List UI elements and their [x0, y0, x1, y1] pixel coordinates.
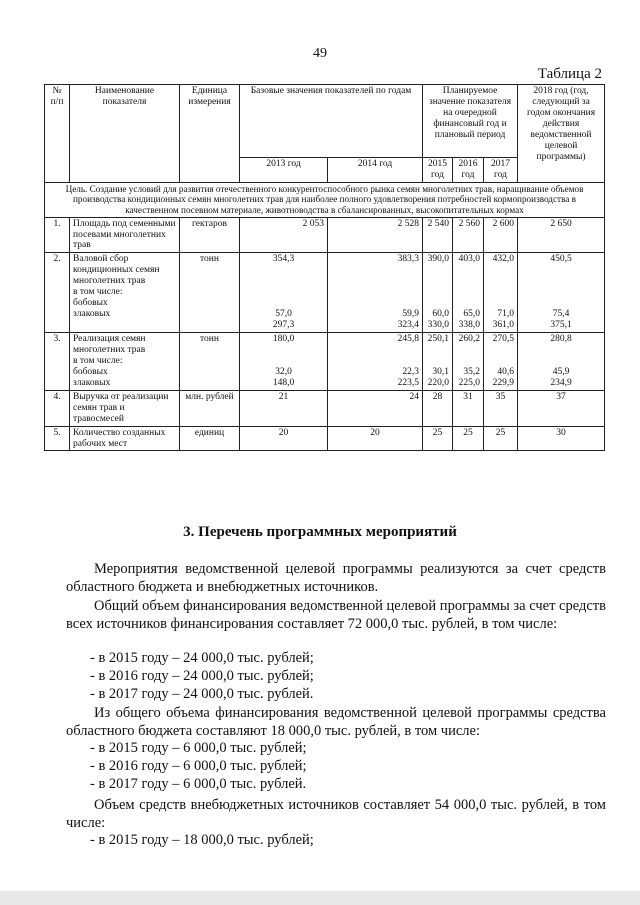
value-total: 432,0	[492, 254, 515, 265]
value-sub1: 60,0	[432, 309, 450, 320]
value-total: 250,1	[427, 334, 450, 345]
row-num: 2.	[45, 253, 70, 333]
cell-2014: 20	[328, 426, 423, 451]
cell-2015: 25	[423, 426, 453, 451]
value-sub2: 234,9	[550, 377, 572, 388]
value-sub1: 45,9	[552, 367, 570, 378]
cell-2013: 2 053	[240, 217, 328, 253]
value-sub1: 65,0	[463, 309, 481, 320]
cell-2013	[240, 253, 328, 333]
value-sub2: 323,4	[397, 320, 420, 331]
paragraph-3: Из общего объема финансирования ведомственной целевой программы средства областного бюджета составляют 18 000,0 тыс. рублей, в том числе:	[66, 705, 606, 739]
col-2016-header: 2016 год	[453, 158, 484, 183]
value-sub2: 338,0	[458, 320, 481, 331]
cell-2015	[423, 333, 453, 391]
table-row	[45, 426, 605, 451]
row-sub2-label: злаковых	[73, 377, 111, 388]
col-2014-header: 2014 год	[328, 158, 423, 183]
row-incl-label: в том числе:	[73, 355, 123, 366]
paragraph-2: Общий объем финансирования ведомственной целевой программы за счет средств всех источников финансирования составляет 72 000,0 тыс. рублей, в том числе:	[66, 598, 606, 632]
value-total: 383,3	[397, 254, 420, 265]
cell-2015: 28	[423, 390, 453, 426]
value-sub1: 35,2	[463, 367, 481, 378]
col-2013-header: 2013 год	[240, 158, 328, 183]
row-name-cell	[70, 253, 180, 333]
cell-2018: 30	[518, 426, 605, 451]
cell-2014: 24	[328, 390, 423, 426]
col-2017-header: 2017 год	[484, 158, 518, 183]
list-item: - в 2015 году – 6 000,0 тыс. рублей;	[90, 740, 307, 756]
row-unit: единиц	[180, 426, 240, 451]
table-row	[45, 217, 605, 253]
row-name: Валовой сбор кондиционных семян многолетних трав	[73, 254, 160, 287]
value-sub2: 148,0	[272, 377, 295, 388]
cell-2013: 20	[240, 426, 328, 451]
cell-2017: 35	[484, 390, 518, 426]
value-total: 280,8	[550, 334, 572, 345]
value-total: 270,5	[492, 334, 515, 345]
table-row	[45, 390, 605, 426]
value-sub1: 32,0	[275, 367, 292, 378]
col-unit-header: Единица измерения	[180, 85, 240, 183]
value-sub2: 220,0	[427, 377, 450, 388]
cell-2013	[240, 333, 328, 391]
value-total: 245,8	[397, 334, 420, 345]
row-unit: тонн	[180, 253, 240, 333]
row-name: Количество созданных рабочих мест	[70, 426, 180, 451]
cell-2015	[423, 253, 453, 333]
row-name: Выручка от реализации семян трав и травосмесей	[70, 390, 180, 426]
cell-2018: 2 650	[518, 217, 605, 253]
row-name: Реализация семян многолетних трав	[73, 334, 146, 356]
list-item: - в 2017 году – 6 000,0 тыс. рублей.	[90, 776, 307, 792]
cell-2014: 2 528	[328, 217, 423, 253]
value-sub1: 75,4	[552, 309, 570, 320]
col-name-header: Наименование показателя	[70, 85, 180, 183]
cell-2017	[484, 253, 518, 333]
table-row	[45, 253, 605, 333]
table-label: Таблица 2	[537, 66, 602, 82]
cell-2013: 21	[240, 390, 328, 426]
table-row	[45, 333, 605, 391]
row-num: 4.	[45, 390, 70, 426]
value-sub1: 40,6	[497, 367, 515, 378]
cell-2016	[453, 253, 484, 333]
goal-row	[45, 182, 605, 217]
value-total: 450,5	[550, 254, 572, 265]
page-bottom-edge	[0, 891, 640, 905]
indicators-table	[44, 84, 605, 451]
row-num: 3.	[45, 333, 70, 391]
row-unit: гектаров	[180, 217, 240, 253]
row-sub1-label: бобовых	[73, 298, 108, 309]
value-sub2: 330,0	[427, 320, 450, 331]
paragraph-4: Объем средств внебюджетных источников составляет 54 000,0 тыс. рублей, в том числе:	[66, 797, 606, 831]
cell-2017	[484, 333, 518, 391]
cell-2016	[453, 333, 484, 391]
cell-2018	[518, 253, 605, 333]
row-sub2-label: злаковых	[73, 308, 111, 319]
cell-2016: 25	[453, 426, 484, 451]
paragraph-1: Мероприятия ведомственной целевой программы реализуются за счет средств областного бюджета и внебюджетных источников.	[66, 561, 606, 595]
cell-2016: 2 560	[453, 217, 484, 253]
value-sub2: 375,1	[550, 320, 572, 331]
row-name: Площадь под семенными посевами многолетних трав	[70, 217, 180, 253]
value-total: 260,2	[458, 334, 481, 345]
value-sub1: 59,9	[402, 309, 420, 320]
value-sub2: 223,5	[397, 377, 420, 388]
row-unit: млн. рублей	[180, 390, 240, 426]
col-num-header: № п/п	[45, 85, 70, 183]
cell-2017: 25	[484, 426, 518, 451]
cell-2014	[328, 253, 423, 333]
value-total: 354,3	[272, 254, 295, 265]
row-num: 5.	[45, 426, 70, 451]
list-item: - в 2016 году – 24 000,0 тыс. рублей;	[90, 668, 314, 684]
value-total: 403,0	[458, 254, 481, 265]
value-sub1: 22,3	[402, 367, 420, 378]
row-name-cell	[70, 333, 180, 391]
list-item: - в 2015 году – 18 000,0 тыс. рублей;	[90, 832, 314, 848]
col-planned-header: Планируемое значение показателя на очередной финансовый год и плановый период	[423, 85, 518, 158]
value-sub1: 57,0	[275, 309, 292, 320]
cell-2018: 37	[518, 390, 605, 426]
value-total: 390,0	[427, 254, 450, 265]
list-item: - в 2015 году – 24 000,0 тыс. рублей;	[90, 650, 314, 666]
table-header-row	[45, 85, 605, 158]
col-final-header: 2018 год (год, следующий за годом окончания действия ведомственной целевой программы)	[518, 85, 605, 183]
row-unit: тонн	[180, 333, 240, 391]
value-sub2: 361,0	[492, 320, 515, 331]
list-item: - в 2017 году – 24 000,0 тыс. рублей.	[90, 686, 314, 702]
list-item: - в 2016 году – 6 000,0 тыс. рублей;	[90, 758, 307, 774]
cell-2016: 31	[453, 390, 484, 426]
value-sub1: 71,0	[497, 309, 515, 320]
col-base-header: Базовые значения показателей по годам	[240, 85, 423, 158]
value-total: 180,0	[272, 334, 295, 345]
section-title: 3. Перечень программных мероприятий	[183, 524, 457, 540]
cell-2015: 2 540	[423, 217, 453, 253]
row-sub1-label: бобовых	[73, 366, 108, 377]
cell-2018	[518, 333, 605, 391]
value-sub1: 30,1	[432, 367, 450, 378]
cell-2017: 2 600	[484, 217, 518, 253]
goal-text: Цель. Создание условий для развития отечественного конкурентоспособного рынка семян многолетних трав, наращивание объемов производства кондиционных семян многолетних трав для наиболее полного удовлетворения потребностей кормопроизводства в качественном посевном материале, животноводства в сбалансированных, высокопитательных кормах	[45, 182, 605, 217]
page-number: 49	[313, 46, 327, 61]
value-sub2: 229,9	[492, 377, 515, 388]
row-incl-label: в том числе:	[73, 287, 123, 298]
cell-2014	[328, 333, 423, 391]
value-sub2: 225,0	[458, 377, 481, 388]
col-2015-header: 2015 год	[423, 158, 453, 183]
value-sub2: 297,3	[272, 320, 295, 331]
row-num: 1.	[45, 217, 70, 253]
